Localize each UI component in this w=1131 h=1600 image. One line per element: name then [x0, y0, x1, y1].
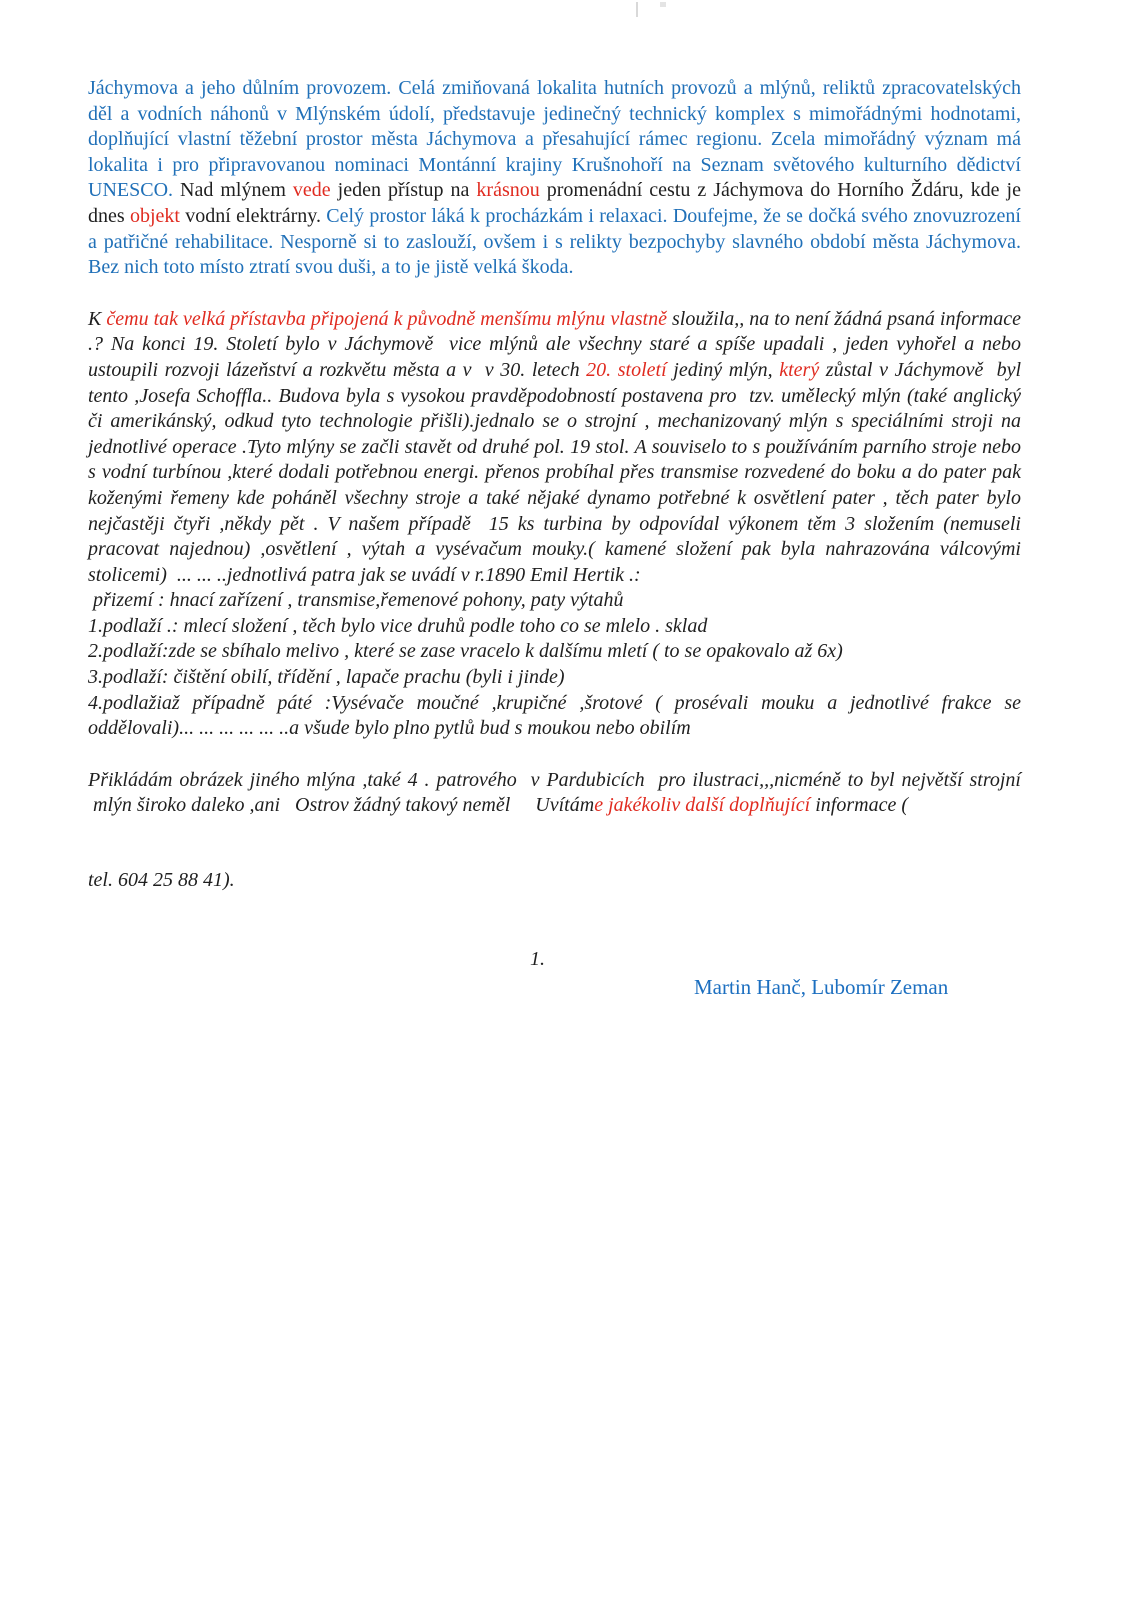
text-run: K [88, 307, 107, 330]
floor-line-4: 4.podlažiaž případně páté :Vysévače moučné ,krupičné ,šrotové ( prosévali mouku a jednotlivé frakce se oddělovali)... ... ... ... ... ..a všude bylo plno pytlů bud s moukou nebo obilím [88, 691, 1021, 740]
floor-line-2: 2.podlaží:zde se sbíhalo melivo , které se zase vracelo k dalšímu mletí ( to se opakovalo až 6x) [88, 640, 843, 663]
paragraph-attachment [88, 768, 1021, 819]
floor-line-1: 1.podlaží .: mlecí složení , těch bylo vice druhů podle toho co se mlelo . sklad [88, 614, 708, 637]
text-run: zůstal v Jáchymově byl tento ,Josefa Schoffla.. Budova byla s vysokou pravděpodobností postavena pro tzv. umělecký mlýn (také anglický či amerikánský, odkud tyto technologie přišli).jednalo se o strojní , mechanizovaný mlýn s speciálními stroji na jednotlivé operace .Tyto mlýny se začli stavět od druhé pol. 19 stol. A souviselo to s používáním parního stroje nebo s vodní turbínou ,které dodali potřebnou energi. přenos probíhal přes transmise rozvedené do boku a do pater pak koženými řemeny kde poháněl všechny stroje a také nějaké dynamo potřebné k osvětlení pater , těch pater bylo nejčastěji čtyři ,někdy pět . V našem případě 15 ks turbina by odpovídal výkonem těm 3 složením (nemuseli pracovat najednou) ,osvětlení , výtah a vysévačum mouky.( kamené složení pak byla nahrazována válcovými stolicemi) ... ... ..jednotlivá patra jak se uvádí v r.1890 Emil Hertik .: [88, 358, 1022, 586]
page-number: 1. [530, 948, 545, 971]
text-run: vede [292, 179, 331, 202]
text-run: 20. století [586, 358, 667, 381]
text-run: čemu tak velká přístavba připojená k původně menšímu mlýnu vlastně [106, 307, 672, 330]
scan-artifact [636, 2, 638, 17]
text-run: promenádní cestu z Jáchymova do Horního Ždáru, kde je dnes [88, 179, 1021, 227]
document-content [88, 76, 1021, 1000]
text-run: vodní elektrárny. [179, 204, 327, 227]
scan-artifact-dot [660, 2, 666, 7]
text-run: objekt [129, 204, 180, 227]
paragraph-question [88, 307, 1021, 589]
text-run: který [779, 358, 820, 381]
text-run: Přikládám obrázek jiného mlýna ,také 4 . patrového v Pardubicích pro ilustraci,,,nicméně to byl největší strojní mlýn široko daleko ,ani Ostrov žádný takový neměl Uvítám [88, 768, 1021, 817]
text-run: Jáchymova a jeho důlním provozem. Celá zmiňovaná lokalita hutních provozů a mlýnů, reliktů zpracovatelských děl a vodních náhonů v Mlýnském údolí, představuje jedinečný technický komplex s mimořádnými hodnotami, doplňující vlastní těžební prostor města Jáchymova a přesahující rámec regionu. Zcela mimořádný význam má lokalita i pro připravovanou nominaci Montánní krajiny Krušnohoří na Seznam světového kulturního dědictví UNESCO. [88, 77, 1021, 202]
phone-line: tel. 604 25 88 41). [88, 869, 235, 892]
text-run: krásnou [476, 179, 540, 202]
floors-list [88, 588, 1021, 742]
text-run: informace ( [810, 794, 909, 817]
text-run: Nad mlýnem [180, 179, 293, 202]
text-run: Celý prostor láká k procházkám i relaxaci. Doufejme, že se dočká svého znovuzrození a patřičné rehabilitace. Nesporně si to zaslouží, ovšem i s relikty bezpochyby slavného období města Jáchymova. Bez nich toto místo ztratí svou duši, a to je jistě velká škoda. [88, 204, 1021, 279]
floor-line-3: 3.podlaží: čištění obilí, třídění , lapače prachu (byli i jinde) [88, 666, 565, 689]
text-run: jediný mlýn, [666, 358, 780, 381]
text-run: jeden přístup na [330, 179, 477, 202]
signature: Martin Hanč, Lubomír Zeman [694, 975, 949, 1000]
text-run: e jakékoliv další doplňující [594, 794, 811, 817]
paragraph-intro [88, 76, 1021, 281]
text-run: sloužila,, na to není žádná psaná informace .? Na konci 19. Století bylo v Jáchymově vice mlýnů ale všechny staré a spíše upadali , jeden vyhořel a nebo ustoupili rozvoji lázeňství a rozkvětu města a v v 30. letech [88, 307, 1022, 381]
floor-line-ground: přizemí : hnací zařízení , transmise,řemenové pohony, paty výtahů [88, 589, 624, 612]
